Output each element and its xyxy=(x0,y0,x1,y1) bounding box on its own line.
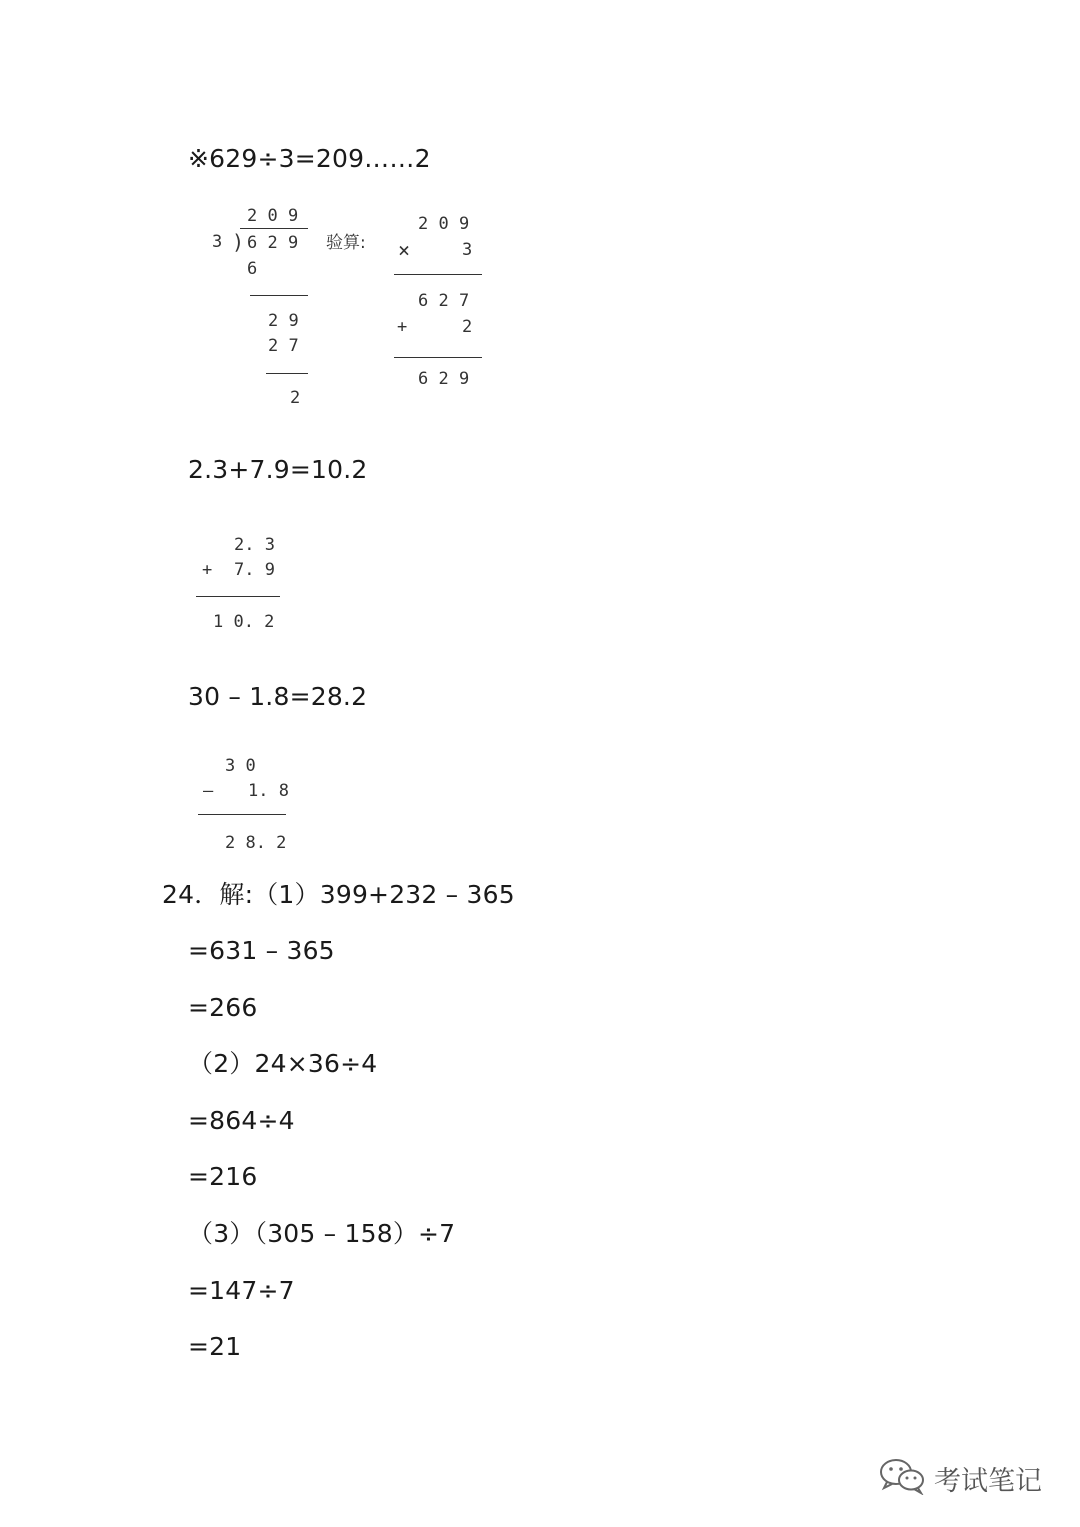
sub-rule xyxy=(198,814,286,815)
dividend: 6 2 9 xyxy=(247,233,299,253)
wechat-icon xyxy=(878,1457,928,1499)
p24-line-4: （2）24×36÷4 xyxy=(188,1049,378,1078)
division-remainder: 2 xyxy=(290,388,301,408)
check-row-5: 6 2 9 xyxy=(418,369,470,389)
p24-line-3: =266 xyxy=(188,993,258,1022)
check-row-3: 6 2 7 xyxy=(418,291,470,311)
p24-line-8: =147÷7 xyxy=(188,1276,295,1305)
sub-op: – xyxy=(203,781,214,801)
watermark xyxy=(878,1458,1042,1498)
check-op-plus: + xyxy=(397,317,408,337)
division-rule-1 xyxy=(250,295,308,296)
p24-line-6: =216 xyxy=(188,1162,258,1191)
sub-result: 2 8. 2 xyxy=(225,833,287,853)
add-result: 1 0. 2 xyxy=(213,612,275,632)
division-rule-2 xyxy=(266,373,308,374)
division-step-3: 2 7 xyxy=(268,336,299,356)
p24-line-1: 24．解:（1）399+232 – 365 xyxy=(162,880,515,909)
add-row-1: 2. 3 xyxy=(234,535,275,555)
division-bracket: ) xyxy=(232,230,245,254)
check-rule-2 xyxy=(394,357,482,358)
addition-equation: 2.3+7.9=10.2 xyxy=(188,455,368,484)
check-op-multiply: × xyxy=(398,238,411,262)
watermark-text: 考试笔记 xyxy=(934,1465,1042,1497)
subtraction-equation: 30 – 1.8=28.2 xyxy=(188,682,368,711)
check-row-1: 2 0 9 xyxy=(418,214,470,234)
check-rule-1 xyxy=(394,274,482,275)
p24-line-2: =631 – 365 xyxy=(188,936,335,965)
division-bar xyxy=(240,228,308,229)
check-row-2: 3 xyxy=(462,240,473,260)
check-row-4: 2 xyxy=(462,317,473,337)
p24-line-7: （3）（305 – 158）÷7 xyxy=(188,1219,456,1248)
p24-line-9: =21 xyxy=(188,1332,242,1361)
division-equation: ※629÷3=209……2 xyxy=(188,144,431,173)
check-label: 验算: xyxy=(326,233,366,253)
add-rule xyxy=(196,596,280,597)
divisor: 3 xyxy=(212,232,223,252)
add-op: + xyxy=(202,560,213,580)
quotient: 2 0 9 xyxy=(247,206,299,226)
sub-row-2: 1. 8 xyxy=(248,781,289,801)
sub-row-1: 3 0 xyxy=(225,756,256,776)
division-step-2: 2 9 xyxy=(268,311,299,331)
p24-line-5: =864÷4 xyxy=(188,1106,295,1135)
add-row-2: 7. 9 xyxy=(234,560,275,580)
division-step-1: 6 xyxy=(247,259,258,279)
